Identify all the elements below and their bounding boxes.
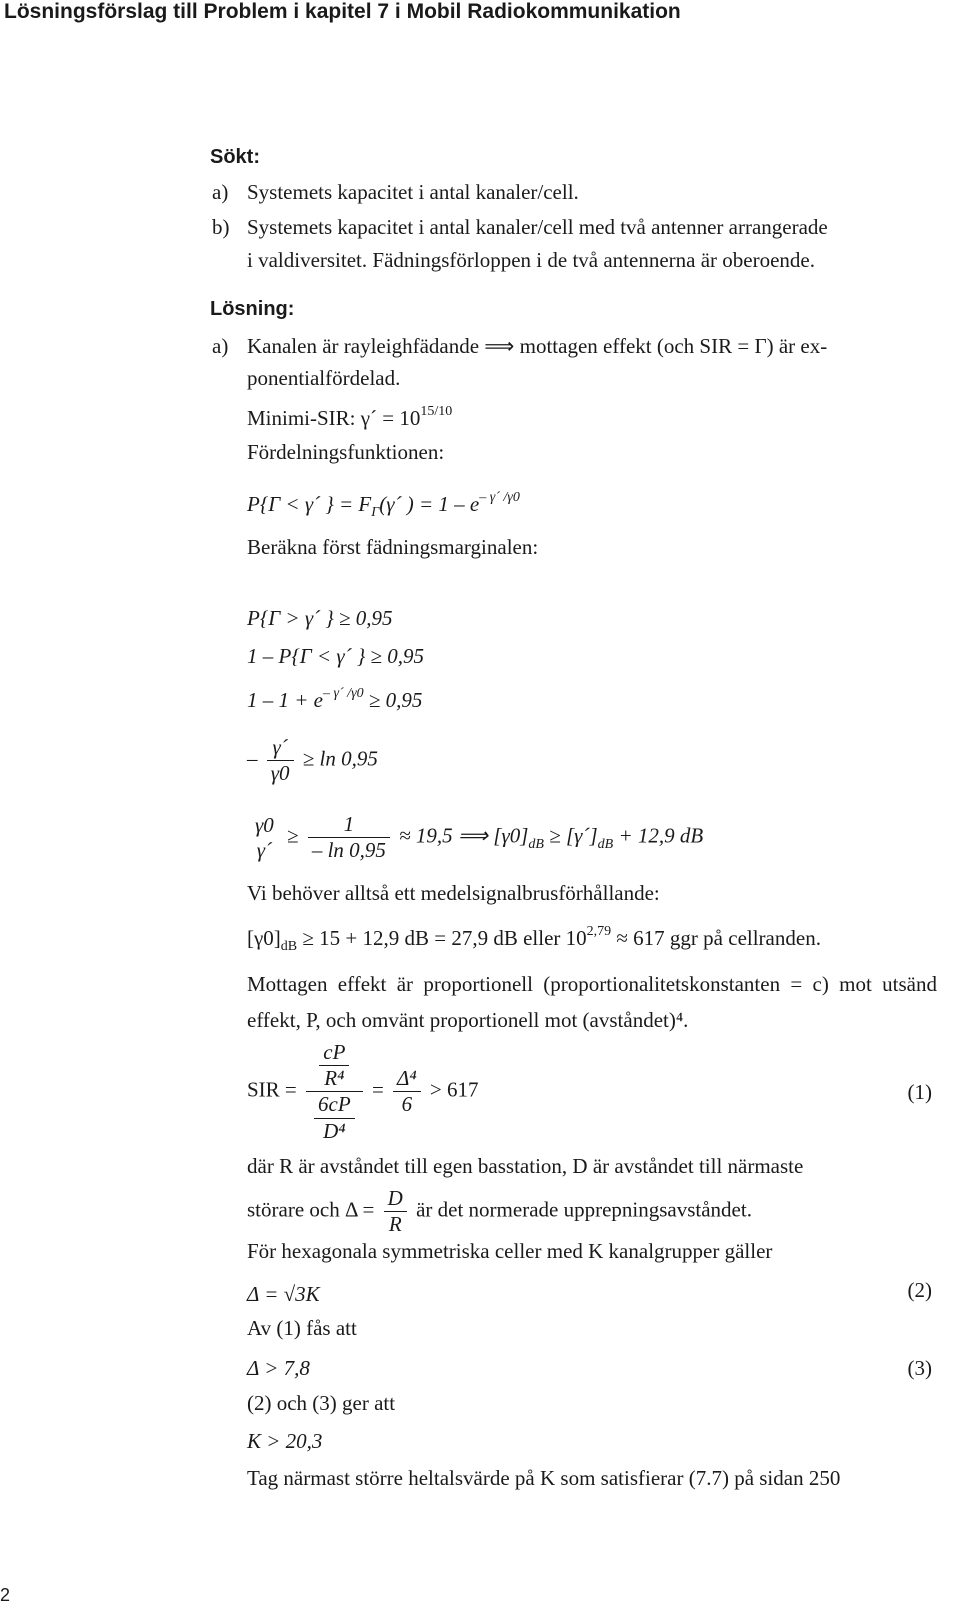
sir-den-fraction — [314, 1092, 355, 1143]
minimi-sir-prefix: Minimi-SIR: γ´ = 10 — [247, 406, 421, 430]
cdf-sub: Γ — [371, 505, 380, 520]
cdf-exp: – γ´ /γ0 — [479, 490, 520, 505]
sokt-a-label: a) — [212, 180, 229, 204]
minimi-sir-exponent: 15/10 — [420, 404, 453, 419]
cdf-part1: P{Γ < γ´ } = F — [247, 492, 372, 516]
storare-line — [247, 1186, 752, 1237]
ineq5-num: γ0 — [255, 812, 274, 837]
storare-post: är det normerade upprepningsavståndet. — [416, 1197, 752, 1222]
g0db-sub: dB — [280, 939, 298, 954]
losning-heading: Lösning: — [210, 298, 295, 320]
g0db-pre: [γ0] — [247, 926, 281, 950]
ineq4-minus: – — [247, 746, 258, 771]
minimi-sir — [247, 404, 453, 430]
g0db-exp: 2,79 — [586, 924, 612, 939]
ineq5-rest: ≈ 19,5 ⟹ [γ0] — [399, 823, 529, 848]
sokt-b-label: b) — [212, 215, 230, 239]
sokt-heading: Sökt: — [210, 146, 260, 168]
mottagen-paragraph: Mottagen effekt är proportionell (proportionalitetskonstanten = c) mot utsänd effekt, P, och omvänt proportionell mot (avståndet)⁴. — [247, 972, 937, 1032]
storare-fraction — [384, 1186, 407, 1237]
ineq5-mid: ≥ [γ´] — [543, 823, 598, 848]
sir-den — [306, 1092, 363, 1143]
sokt-b-text-1: Systemets kapacitet i antal kanaler/cell med två antenner arrangerade — [247, 215, 828, 239]
sir-num-bot: R⁴ — [324, 1066, 345, 1091]
berakna-text: Beräkna först fädningsmarginalen: — [247, 535, 539, 559]
cdf-part2: (γ´ ) = 1 – e — [379, 492, 480, 516]
sir-num — [306, 1040, 363, 1092]
inequality-5 — [247, 812, 703, 863]
ineq5-db2: dB — [597, 836, 614, 852]
ineq4-post: ≥ ln 0,95 — [302, 746, 378, 771]
ineq5-fden: – ln 0,95 — [311, 838, 386, 863]
k-gt: K > 20,3 — [247, 1429, 323, 1453]
equation-number-1: (1) — [907, 1080, 932, 1104]
storare-pre: störare och Δ = — [247, 1197, 375, 1222]
hex-text: För hexagonala symmetriska celler med K kanalgrupper gäller — [247, 1239, 773, 1263]
ineq4-fraction — [267, 735, 294, 786]
och-text: (2) och (3) ger att — [247, 1391, 396, 1415]
equation-number-3: (3) — [907, 1356, 932, 1380]
ineq5-end: + 12,9 dB — [613, 823, 704, 848]
sir-num-top: cP — [319, 1040, 349, 1066]
ineq4-num: γ´ — [267, 735, 294, 761]
inequality-3 — [247, 686, 423, 712]
ineq5-den: γ´ — [256, 837, 273, 862]
delta-sqrt-eq: Δ = √3K — [247, 1282, 320, 1306]
ineq4-den: γ0 — [270, 761, 290, 786]
inequality-1: P{Γ > γ´ } ≥ 0,95 — [247, 606, 393, 630]
losning-a-text-2: ponentialfördelad. — [247, 366, 401, 390]
ineq3-pre: 1 – 1 + e — [247, 688, 323, 712]
sokt-b-text-2: i valdiversitet. Fädningsförloppen i de två antennerna är oberoende. — [247, 248, 815, 272]
delta-gt: Δ > 7,8 — [247, 1356, 310, 1380]
cdf-equation — [247, 490, 520, 520]
tag-text: Tag närmast större heltalsvärde på K som satisfierar (7.7) på sidan 250 — [247, 1466, 841, 1490]
equation-number-2: (2) — [907, 1278, 932, 1302]
sir-den-bot: D⁴ — [323, 1118, 346, 1143]
ineq3-exp: – γ´ /γ0 — [323, 686, 364, 701]
g0db-mid: ≥ 15 + 12,9 dB = 27,9 dB eller 10 — [297, 926, 587, 950]
storare-den: R — [388, 1212, 402, 1237]
losning-a-text-1: Kanalen är rayleighfädande ⟹ mottagen effekt (och SIR = Γ) är ex- — [247, 334, 828, 358]
storare-num: D — [384, 1186, 407, 1212]
fordelning-text: Fördelningsfunktionen: — [247, 440, 445, 464]
sir-eq: = — [371, 1077, 384, 1102]
sir-den-top: 6cP — [314, 1092, 355, 1118]
ineq3-post: ≥ 0,95 — [368, 688, 423, 712]
ineq5-ge: ≥ — [287, 823, 299, 848]
g0db-post: ≈ 617 ggr på cellranden. — [611, 926, 821, 950]
sokt-a-text: Systemets kapacitet i antal kanaler/cell. — [247, 180, 579, 204]
sir-equation — [247, 1040, 479, 1144]
inequality-4 — [247, 735, 378, 786]
losning-a-label: a) — [212, 334, 229, 358]
ineq5-ratio — [251, 813, 278, 863]
sir-post: > 617 — [429, 1077, 479, 1102]
gamma0-db-line — [247, 924, 821, 954]
inequality-2: 1 – P{Γ < γ´ } ≥ 0,95 — [247, 644, 425, 668]
ineq5-fraction — [308, 812, 390, 863]
page-title: Lösningsförslag till Problem i kapitel 7 i Mobil Radiokommunikation — [4, 0, 681, 23]
ineq5-fnum: 1 — [308, 812, 390, 838]
page-number: 2 — [0, 1585, 11, 1605]
behover-text: Vi behöver alltså ett medelsignalbrusförhållande: — [247, 881, 660, 905]
sir-big-fraction — [306, 1040, 363, 1144]
av1-text: Av (1) fås att — [247, 1316, 357, 1340]
sir-delta-fraction — [393, 1066, 421, 1117]
sir-delta-den: 6 — [401, 1092, 413, 1117]
ineq5-db1: dB — [528, 836, 544, 852]
sir-label: SIR = — [247, 1077, 297, 1102]
sir-num-fraction — [319, 1040, 349, 1091]
dar-text: där R är avståndet till egen basstation, D är avståndet till närmaste — [247, 1154, 804, 1178]
sir-delta-num: Δ⁴ — [393, 1066, 421, 1092]
